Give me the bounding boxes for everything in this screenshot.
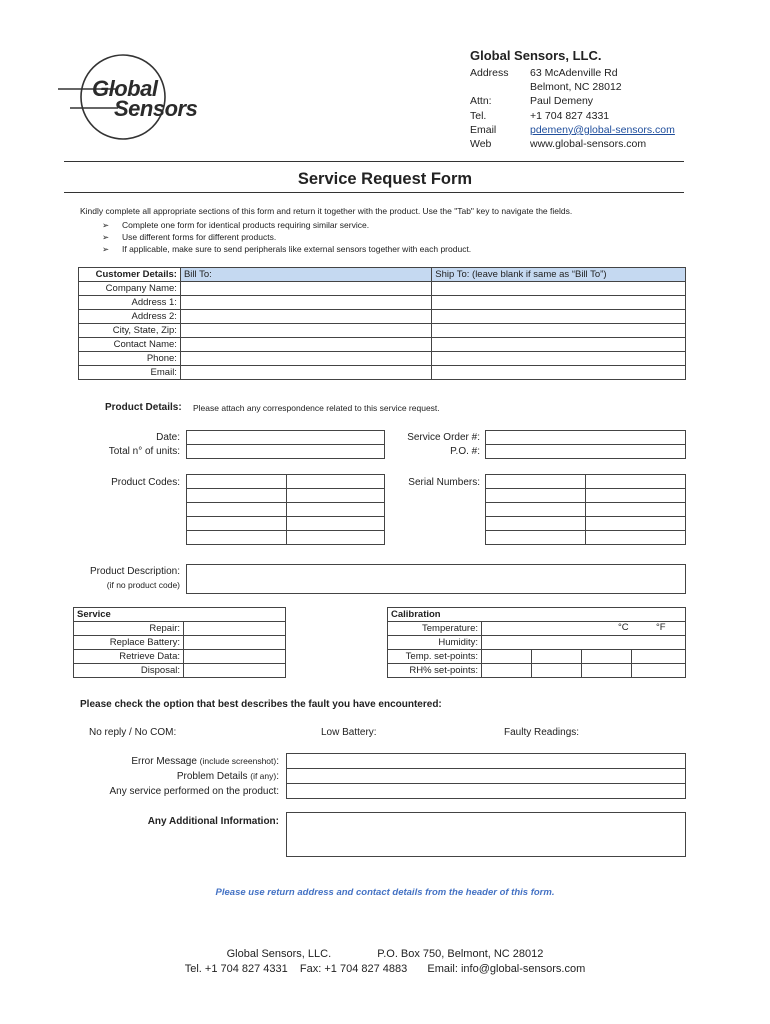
error-message-input[interactable]: [286, 753, 686, 769]
field-label: Address 1:: [79, 296, 181, 310]
product-codes-label: Product Codes:: [111, 477, 180, 488]
serial-number-input[interactable]: [586, 503, 686, 517]
temperature-input[interactable]: [482, 622, 686, 636]
service-order-label: Service Order #:: [407, 432, 480, 443]
serial-number-input[interactable]: [486, 475, 586, 489]
field-label: City, State, Zip:: [79, 324, 181, 338]
header-label: Attn:: [470, 95, 492, 108]
service-table: [73, 607, 286, 678]
product-code-input[interactable]: [187, 531, 287, 545]
table-row: [388, 664, 686, 678]
footer-line-1: [0, 948, 770, 960]
problem-details-input[interactable]: [286, 768, 686, 784]
product-code-input[interactable]: [287, 531, 385, 545]
temp-setpoint-input[interactable]: [532, 650, 582, 664]
serial-number-input[interactable]: [586, 489, 686, 503]
error-message-label: Error Message (include screenshot):: [131, 756, 279, 767]
product-code-input[interactable]: [287, 503, 385, 517]
bill-to-contact-input[interactable]: [180, 338, 431, 352]
table-row: [79, 366, 686, 380]
fault-option-faulty-readings[interactable]: Faulty Readings:: [504, 727, 580, 738]
temp-setpoint-input[interactable]: [582, 650, 632, 664]
arrow-bullet-icon: ➢: [102, 220, 110, 230]
customer-details-table: [78, 267, 686, 380]
intro-text: Kindly complete all appropriate sections of this form and return it together with the product. Use the "Tab" key to navigate the fields.: [80, 206, 573, 216]
field-label: Humidity:: [388, 636, 482, 650]
temp-setpoint-input[interactable]: [632, 650, 686, 664]
fault-option-low-battery[interactable]: Low Battery:: [321, 727, 377, 738]
field-label: Phone:: [79, 352, 181, 366]
units-input[interactable]: [186, 444, 385, 459]
humidity-input[interactable]: [482, 636, 686, 650]
header-value: Belmont, NC 28012: [530, 81, 622, 94]
table-header-row: [79, 268, 686, 282]
list-item: ➢ If applicable, make sure to send peripherals like external sensors together with each product.: [102, 244, 472, 254]
footer-tel: Tel. +1 704 827 4331: [184, 963, 288, 975]
product-code-input[interactable]: [187, 517, 287, 531]
table-row: [74, 664, 286, 678]
ship-to-company-input[interactable]: [432, 282, 686, 296]
serial-number-input[interactable]: [586, 475, 686, 489]
calibration-header: Calibration: [388, 608, 686, 622]
po-input[interactable]: [485, 444, 686, 459]
serial-number-input[interactable]: [486, 517, 586, 531]
additional-info-input[interactable]: [286, 812, 686, 857]
table-row: [79, 324, 686, 338]
bill-to-address2-input[interactable]: [180, 310, 431, 324]
field-label: Email:: [79, 366, 181, 380]
product-code-input[interactable]: [187, 489, 287, 503]
problem-details-label: Problem Details (if any):: [176, 771, 279, 782]
fahrenheit-unit: °F: [656, 622, 666, 633]
table-row: [74, 636, 286, 650]
product-code-input[interactable]: [187, 475, 287, 489]
table-row: [388, 636, 686, 650]
company-logo: [58, 50, 208, 142]
ship-to-city-input[interactable]: [432, 324, 686, 338]
ship-to-contact-input[interactable]: [432, 338, 686, 352]
additional-info-label: Any Additional Information:: [147, 816, 279, 827]
header-value: 63 McAdenville Rd: [530, 67, 618, 79]
table-row: [79, 310, 686, 324]
header-label: Address: [470, 67, 509, 79]
bill-to-company-input[interactable]: [180, 282, 431, 296]
temp-setpoint-input[interactable]: [482, 650, 532, 664]
ship-to-header: Ship To: (leave blank if same as “Bill To”): [432, 268, 686, 282]
email-link[interactable]: pdemeny@global-sensors.com: [530, 123, 675, 136]
footer-company: Global Sensors, LLC.: [226, 948, 332, 960]
field-label: RH% set-points:: [388, 664, 482, 678]
ship-to-address1-input[interactable]: [432, 296, 686, 310]
field-label: Retrieve Data:: [74, 650, 184, 664]
field-label: Contact Name:: [79, 338, 181, 352]
field-label: Temp. set-points:: [388, 650, 482, 664]
arrow-bullet-icon: ➢: [102, 232, 110, 242]
table-row: [74, 650, 286, 664]
field-label: Address 2:: [79, 310, 181, 324]
product-description-note: (if no product code): [106, 580, 180, 590]
bill-to-header: Bill To:: [180, 268, 431, 282]
logo-text-global: Global: [92, 76, 158, 101]
header-label: Email: [470, 123, 497, 136]
field-label: Company Name:: [79, 282, 181, 296]
date-label: Date:: [156, 432, 180, 443]
intro-bullets: [102, 219, 471, 255]
table-row: [79, 296, 686, 310]
list-item: ➢ Use different forms for different products.: [102, 232, 277, 242]
form-title: Service Request Form: [297, 170, 473, 188]
replace-battery-checkbox[interactable]: [184, 636, 286, 650]
header-contact-block: [470, 66, 675, 151]
service-order-input[interactable]: [485, 430, 686, 445]
bill-to-city-input[interactable]: [180, 324, 431, 338]
product-code-input[interactable]: [287, 517, 385, 531]
product-details-note: Please attach any correspondence related to this service request.: [193, 403, 440, 413]
table-row: [74, 622, 286, 636]
product-code-input[interactable]: [287, 489, 385, 503]
table-row: [79, 338, 686, 352]
serial-number-input[interactable]: [486, 503, 586, 517]
ship-to-address2-input[interactable]: [432, 310, 686, 324]
website-link[interactable]: www.global-sensors.com: [530, 138, 647, 151]
logo-text-sensors: Sensors: [114, 96, 198, 121]
serial-numbers-label: Serial Numbers:: [408, 477, 480, 488]
header-label: [470, 80, 530, 94]
table-row: [79, 352, 686, 366]
celsius-unit: °C: [618, 622, 629, 633]
product-codes-grid: [186, 474, 385, 545]
bill-to-email-input[interactable]: [180, 366, 431, 380]
rh-setpoint-input[interactable]: [582, 664, 632, 678]
po-label: P.O. #:: [450, 446, 480, 457]
footer-email: Email: info@global-sensors.com: [427, 963, 586, 975]
product-details-header: Product Details:: [105, 402, 182, 413]
rh-setpoint-input[interactable]: [532, 664, 582, 678]
disposal-checkbox[interactable]: [184, 664, 286, 678]
return-note: Please use return address and contact details from the header of this form.: [215, 887, 555, 898]
rh-setpoint-input[interactable]: [482, 664, 532, 678]
product-code-input[interactable]: [187, 503, 287, 517]
header-divider: [64, 161, 684, 162]
rh-setpoint-input[interactable]: [632, 664, 686, 678]
serial-number-input[interactable]: [586, 517, 686, 531]
company-name: Global Sensors, LLC.: [470, 48, 602, 63]
footer-line-2: [0, 963, 770, 975]
service-header: Service: [74, 608, 286, 622]
serial-numbers-grid: [485, 474, 686, 545]
table-row: [388, 622, 686, 636]
service-performed-input[interactable]: [286, 783, 686, 799]
header-label: Tel.: [470, 109, 487, 122]
product-code-input[interactable]: [287, 475, 385, 489]
header-value: Paul Demeny: [530, 95, 594, 108]
fault-option-no-reply[interactable]: No reply / No COM:: [89, 727, 177, 738]
bill-to-address1-input[interactable]: [180, 296, 431, 310]
calibration-table: [387, 607, 686, 678]
list-item: ➢ Complete one form for identical products requiring similar service.: [102, 220, 370, 230]
serial-number-input[interactable]: [486, 531, 586, 545]
retrieve-data-checkbox[interactable]: [184, 650, 286, 664]
fault-header: Please check the option that best describes the fault you have encountered:: [80, 699, 442, 710]
table-row: [388, 650, 686, 664]
table-row: [79, 282, 686, 296]
serial-number-input[interactable]: [486, 489, 586, 503]
ship-to-phone-input[interactable]: [432, 352, 686, 366]
customer-details-header: Customer Details:: [79, 268, 181, 282]
ship-to-email-input[interactable]: [432, 366, 686, 380]
product-description-label: Product Description:: [89, 566, 180, 577]
header-label: Web: [470, 138, 492, 151]
field-label: Repair:: [74, 622, 184, 636]
arrow-bullet-icon: ➢: [102, 244, 110, 254]
field-label: Replace Battery:: [74, 636, 184, 650]
repair-checkbox[interactable]: [184, 622, 286, 636]
units-label: Total n° of units:: [108, 446, 180, 457]
header-value: +1 704 827 4331: [530, 109, 610, 122]
footer-fax: Fax: +1 704 827 4883: [299, 963, 408, 975]
bill-to-phone-input[interactable]: [180, 352, 431, 366]
date-input[interactable]: [186, 430, 385, 445]
field-label: Disposal:: [74, 664, 184, 678]
service-performed-label: Any service performed on the product:: [109, 786, 279, 797]
serial-number-input[interactable]: [586, 531, 686, 545]
field-label: Temperature:: [388, 622, 482, 636]
footer-po-box: P.O. Box 750, Belmont, NC 28012: [377, 948, 544, 960]
title-divider: [64, 192, 684, 193]
product-description-input[interactable]: [186, 564, 686, 594]
